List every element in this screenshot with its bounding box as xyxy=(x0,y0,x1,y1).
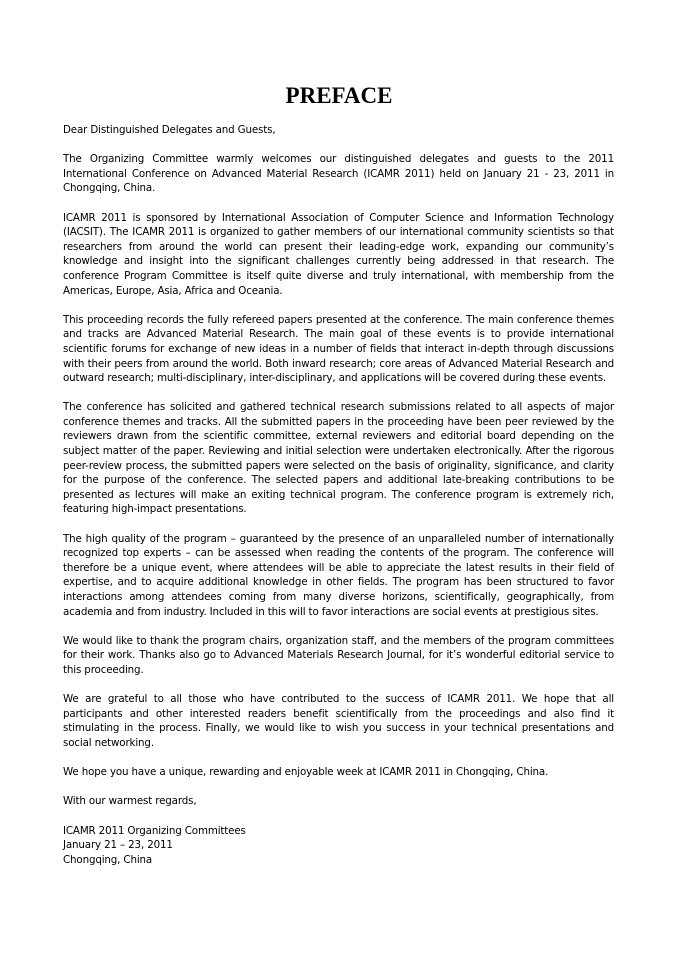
closing: With our warmest regards, xyxy=(63,795,197,808)
paragraph-proceeding: This proceeding records the fully refereed papers presented at the conference. The main conference themes and tracks are Advanced Material Research. The main goal of these events is to provide international scientific forums for exchange of new ideas in a number of fields that interact in-depth through discussions with their peers from around the world. Both inward research; core areas of Advanced Material Research and outward research; multi-disciplinary, inter-disciplinary, and applications will be covered during these events. xyxy=(63,313,614,385)
signature-organization: ICAMR 2011 Organizing Committees xyxy=(63,824,246,837)
page-title: PREFACE xyxy=(285,83,393,108)
paragraph-acknowledgements: We would like to thank the program chairs, organization staff, and the members of the program committees for their work. Thanks also go to Advanced Materials Research Journal, for it’s wonderful editorial service to this proceeding. xyxy=(63,634,614,676)
paragraph-wishes: We hope you have a unique, rewarding and enjoyable week at ICAMR 2011 in Chongqing, China. xyxy=(63,766,549,779)
signature-block xyxy=(63,824,614,868)
paragraph-sponsorship: ICAMR 2011 is sponsored by International Association of Computer Science and Information Technology (IACSIT). The ICAMR 2011 is organized to gather members of our international community scientists so that researchers from around the world can present their leading-edge work, expanding our community’s knowledge and insight into the significant challenges currently being addressed in that research. The conference Program Committee is itself quite diverse and truly international, with membership from the Americas, Europe, Asia, Africa and Oceania. xyxy=(63,211,614,297)
preface-body xyxy=(63,123,614,882)
paragraph-gratitude: We are grateful to all those who have contributed to the success of ICAMR 2011. We hope that all participants and other interested readers benefit scientifically from the proceedings and also find it stimulating in the process. Finally, we would like to wish you success in your technical presentations and social networking. xyxy=(63,693,614,749)
signature-dates: January 21 – 23, 2011 xyxy=(63,839,173,852)
signature-location: Chongqing, China xyxy=(63,853,153,866)
paragraph-review-process: The conference has solicited and gathered technical research submissions related to all aspects of major conference themes and tracks. All the submitted papers in the proceeding have been peer reviewed by the reviewers drawn from the scientific committee, external reviewers and editorial board depending on the subject matter of the paper. Reviewing and initial selection were undertaken electronically. After the rigorous peer-review process, the submitted papers were selected on the basis of originality, significance, and clarity for the purpose of the conference. The selected papers and additional late-breaking contributions to be presented as lectures will make an exiting technical program. The conference program is extremely rich, featuring high-impact presentations. xyxy=(63,401,614,516)
paragraph-welcome: The Organizing Committee warmly welcomes our distinguished delegates and guests to the 2011 International Conference on Advanced Material Research (ICAMR 2011) held on January 21 - 23, 2011 in Chongqing, China. xyxy=(63,153,614,195)
salutation: Dear Distinguished Delegates and Guests, xyxy=(63,124,276,136)
paragraph-program-quality: The high quality of the program – guaranteed by the presence of an unparalleled number of internationally recognized top experts – can be assessed when reading the contents of the program. The conference will therefore be a unique event, where attendees will be able to appreciate the latest results in their field of expertise, and to acquire additional knowledge in other fields. The program has been structured to favor interactions among attendees coming from many diverse horizons, scientifically, geographically, from academia and from industry. Included in this will to favor interactions are social events at prestigious sites. xyxy=(63,532,614,618)
